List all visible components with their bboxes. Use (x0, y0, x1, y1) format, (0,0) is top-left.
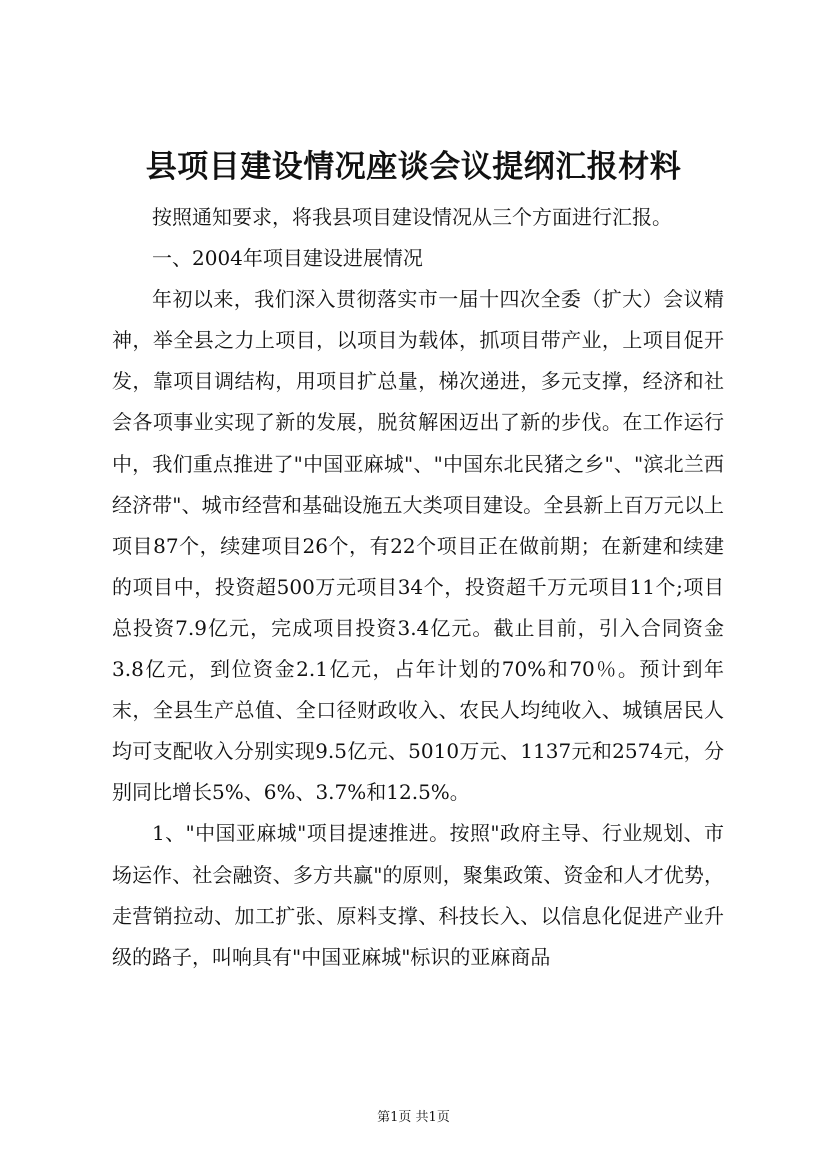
document-body (112, 197, 724, 978)
document-title: 县项目建设情况座谈会议提纲汇报材料 (145, 149, 682, 185)
paragraph-progress: 年初以来，我们深入贯彻落实市一届十四次全委（扩大）会议精神，举全县之力上项目，以项目为载体，抓项目带产业，上项目促开发，靠项目调结构，用项目扩总量，梯次递进，多元支撑，经济和社会各项事业实现了新的发展，脱贫解困迈出了新的步伐。在工作运行中，我们重点推进了"中国亚麻城"、"中国东北民猪之乡"、"滨北兰西经济带"、城市经营和基础设施五大类项目建设。全县新上百万元以上项目87个，续建项目26个，有22个项目正在做前期；在新建和续建的项目中，投资超500万元项目34个，投资超千万元项目11个;项目总投资7.9亿元，完成项目投资3.4亿元。截止目前，引入合同资金3.8亿元，到位资金2.1亿元，占年计划的70%和70％。预计到年末，全县生产总值、全口径财政收入、农民人均纯收入、城镇居民人均可支配收入分别实现9.5亿元、5010万元、1137元和2574元，分别同比增长5%、6%、3.7%和12.5%。 (112, 287, 724, 805)
paragraph-linen-city: 1、"中国亚麻城"项目提速推进。按照"政府主导、行业规划、市场运作、社会融资、多方共赢"的原则，聚集政策、资金和人才优势，走营销拉动、加工扩张、原料支撑、科技长入、以信息化促进产业升级的路子，叫响具有"中国亚麻城"标识的亚麻商品 (112, 821, 724, 969)
section-heading: 一、2004年项目建设进展情况 (152, 246, 423, 271)
page-number-footer: 第1页 共1页 (377, 1110, 450, 1125)
paragraph-intro: 按照通知要求，将我县项目建设情况从三个方面进行汇报。 (152, 205, 672, 229)
